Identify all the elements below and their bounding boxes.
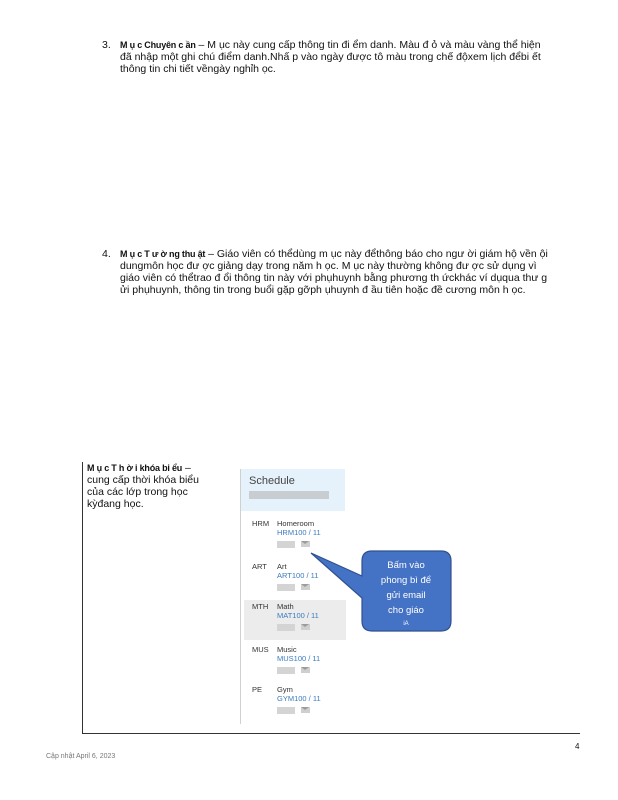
- course-section-link[interactable]: GYM100 / 11: [277, 694, 321, 703]
- course-code: MTH: [252, 602, 269, 611]
- course-code: PE: [252, 685, 263, 694]
- course-name: Art: [277, 562, 287, 571]
- callout-line-1: Bấm vào: [387, 560, 425, 571]
- callout-line-5: iA: [403, 621, 409, 627]
- narrative-text: – Giáo viên có thểdùng m ục này đểthông báo cho ngư ời giám hộ vền ội dungmôn học đư ợc giảng dạy trong năm h ọc. M ục này thường không đư ợc sử dụng vì giáo viên có thểtrao đ ổi thông tin này với phụhuynh bằng phương th ứckhác ví dụqua thư g ửi phụhuynh, thông tin trong buổi gặp gỡph ụhuynh đ ầu tiên hoặc đề cương môn h ọc.: [120, 248, 548, 296]
- footer-updated: Cập nhật April 6, 2023: [46, 753, 116, 760]
- course-name: Gym: [277, 685, 293, 694]
- course-name: Math: [277, 602, 294, 611]
- schedule-description-text: – cung cấp thời khóa biểu của các lớp trong học kỳđang học.: [87, 462, 199, 510]
- course-section-link[interactable]: HRM100 / 11: [277, 528, 321, 537]
- item-number: 4.: [102, 248, 111, 260]
- course-section-link[interactable]: MAT100 / 11: [277, 611, 319, 620]
- attendance-heading: M ụ c Chuyên c ần: [120, 40, 196, 50]
- course-name: Music: [277, 645, 297, 654]
- item-number: 3.: [102, 39, 111, 51]
- narrative-heading: M ụ c T ư ờ ng thu ật: [120, 249, 206, 259]
- course-code: MUS: [252, 645, 269, 654]
- callout-line-3: gửi email: [386, 590, 426, 601]
- page-number: 4: [575, 742, 580, 751]
- course-name: Homeroom: [277, 519, 315, 528]
- attendance-text: – M ục này cung cấp thông tin đi ểm danh. Màu đ ỏ và màu vàng thể hiện đã nhập một ghi chú điểm danh.Nhấ p vào ngày được tô màu trong chế độxem lịch đểbi ết thông tin chi tiết vềngày nghỉh ọc.: [120, 39, 541, 75]
- course-code: ART: [252, 562, 267, 571]
- course-section-link[interactable]: MUS100 / 11: [277, 654, 321, 663]
- schedule-heading: M ụ c T h ờ i khóa bi ểu: [87, 463, 183, 473]
- callout-line-2: phong bì để: [380, 575, 432, 586]
- schedule-title: Schedule: [249, 475, 295, 487]
- course-section-link[interactable]: ART100 / 11: [277, 571, 319, 580]
- callout-shape: [311, 551, 451, 631]
- course-code: HRM: [252, 519, 270, 528]
- callout-line-4: cho giáo: [388, 605, 424, 616]
